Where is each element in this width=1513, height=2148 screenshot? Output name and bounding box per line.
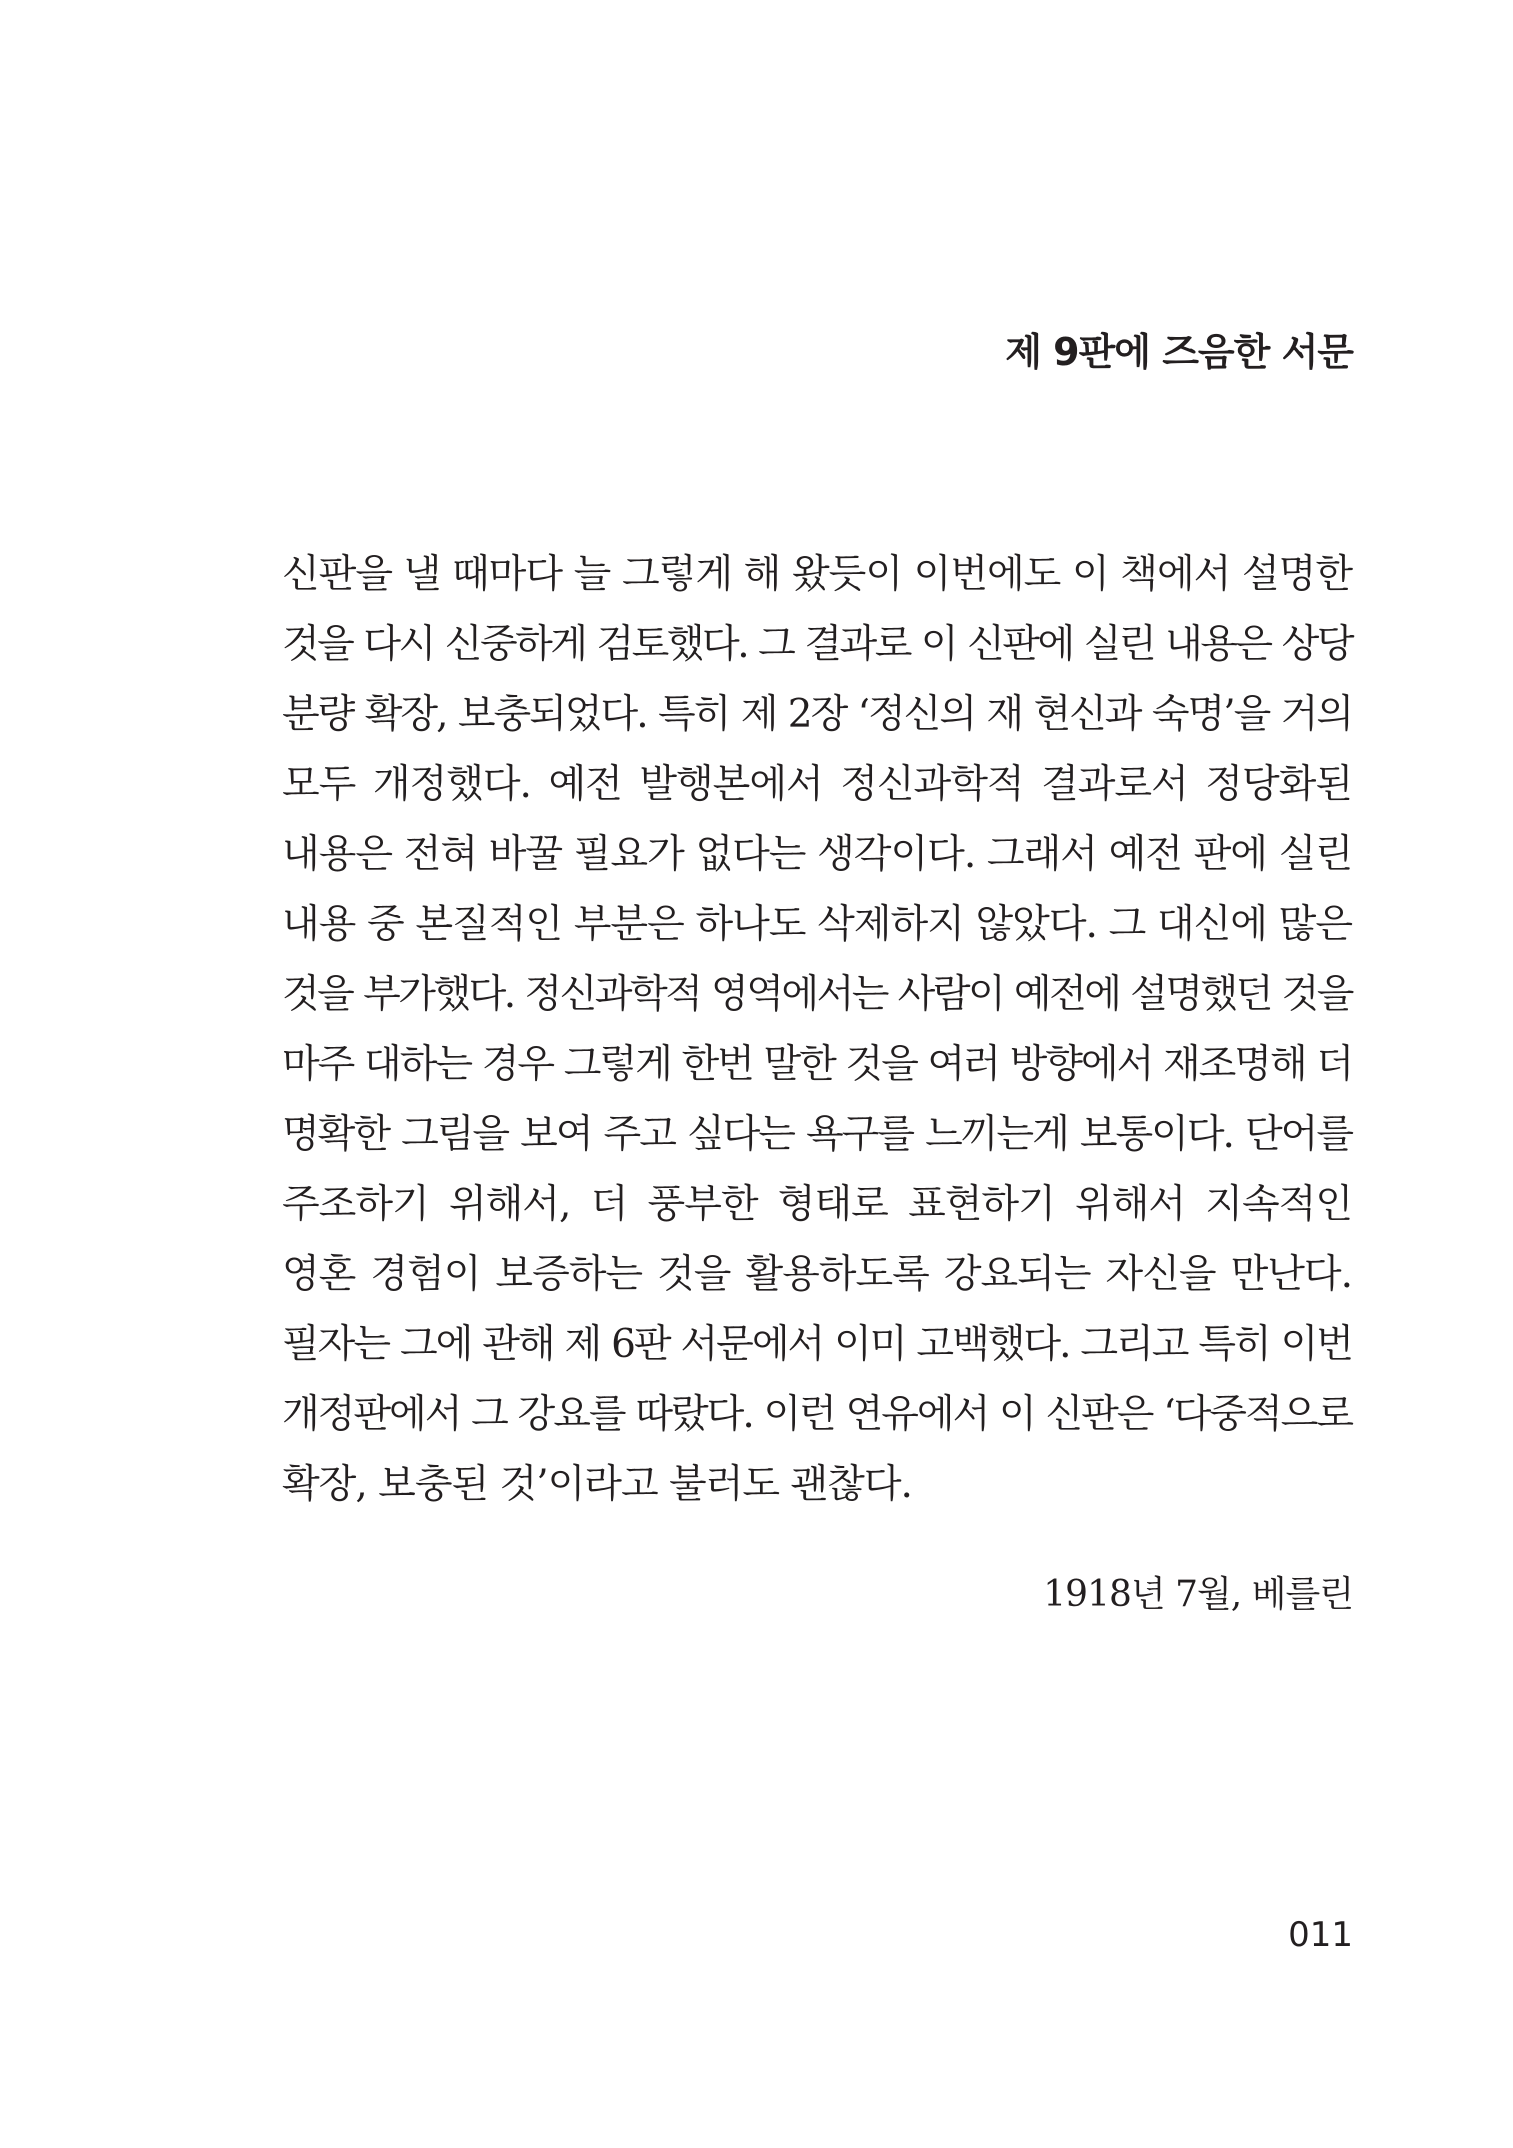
body-line: 것을 다시 신중하게 검토했다. 그 결과로 이 신판에 실린 내용은 상당 (282, 622, 1352, 667)
body-line: 명확한 그림을 보여 주고 싶다는 욕구를 느끼는게 보통이다. 단어를 (282, 1112, 1352, 1157)
body-line: 신판을 낼 때마다 늘 그렇게 해 왔듯이 이번에도 이 책에서 설명한 (282, 552, 1352, 597)
body-line: 영혼 경험이 보증하는 것을 활용하도록 강요되는 자신을 만난다. (282, 1252, 1352, 1297)
body-line: 마주 대하는 경우 그렇게 한번 말한 것을 여러 방향에서 재조명해 더 (282, 1042, 1352, 1087)
preface-body (282, 540, 1352, 1520)
date-place-signature: 1918년 7월, 베를린 (1043, 1574, 1353, 1615)
body-line: 확장, 보충된 것’이라고 불러도 괜찮다. (282, 1462, 912, 1507)
body-line: 내용은 전혀 바꿀 필요가 없다는 생각이다. 그래서 예전 판에 실린 (282, 832, 1352, 877)
body-line: 모두 개정했다. 예전 발행본에서 정신과학적 결과로서 정당화된 (282, 762, 1352, 807)
body-line: 것을 부가했다. 정신과학적 영역에서는 사람이 예전에 설명했던 것을 (282, 972, 1352, 1017)
page-number: 011 (1288, 1915, 1353, 1955)
body-line: 필자는 그에 관해 제 6판 서문에서 이미 고백했다. 그리고 특히 이번 (282, 1322, 1352, 1367)
body-line: 분량 확장, 보충되었다. 특히 제 2장 ‘정신의 재 현신과 숙명’을 거의 (282, 692, 1352, 737)
body-line: 주조하기 위해서, 더 풍부한 형태로 표현하기 위해서 지속적인 (282, 1182, 1352, 1227)
body-line: 내용 중 본질적인 부분은 하나도 삭제하지 않았다. 그 대신에 많은 (282, 902, 1352, 947)
body-line: 개정판에서 그 강요를 따랐다. 이런 연유에서 이 신판은 ‘다중적으로 (282, 1392, 1352, 1437)
chapter-title: 제 9판에 즈음한 서문 (1005, 330, 1353, 374)
